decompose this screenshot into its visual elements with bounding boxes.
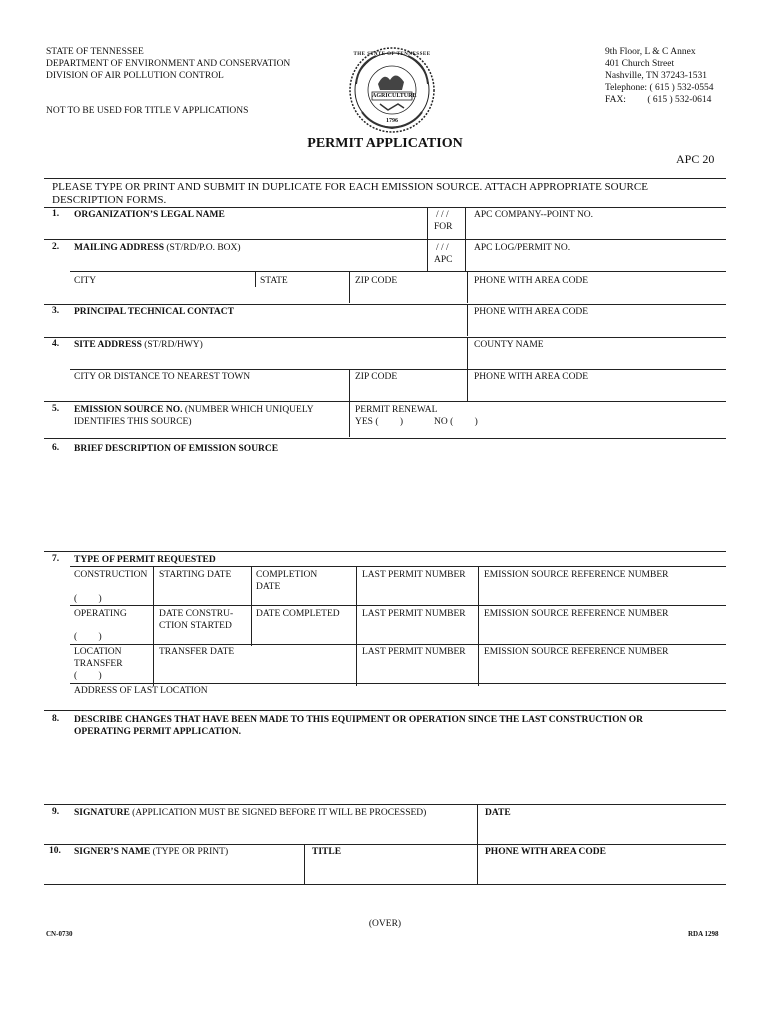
form-number: CN-0730 [46, 930, 73, 938]
form-code: APC 20 [676, 152, 715, 166]
signer-name-field[interactable] [70, 860, 302, 882]
county-name-label: COUNTY NAME [474, 340, 544, 350]
for-apc-marker: / / / [436, 243, 449, 253]
completion-date-line: COMPLETION [256, 570, 318, 580]
last-permit-number-label: LAST PERMIT NUMBER [362, 570, 466, 580]
signer-name-hint: (TYPE OR PRINT) [150, 847, 229, 857]
date-field[interactable] [480, 820, 724, 842]
site-zip-label: ZIP CODE [355, 372, 398, 382]
site-zip-field[interactable] [352, 384, 464, 398]
state-seal [348, 46, 436, 134]
emission-reference-label: EMISSION SOURCE REFERENCE NUMBER [484, 570, 669, 580]
mailing-address-label-text: MAILING ADDRESS [74, 243, 165, 253]
emission-description-label: BRIEF DESCRIPTION OF EMISSION SOURCE [74, 444, 279, 454]
agency-line: DEPARTMENT OF ENVIRONMENT AND CONSERVATION [46, 59, 291, 69]
site-address-hint: (ST/RD/HWY) [141, 340, 203, 350]
emission-reference-label: EMISSION SOURCE REFERENCE NUMBER [484, 647, 669, 657]
seal-top-text: THE STATE OF TENNESSEE [353, 52, 431, 57]
section-number: 1. [52, 209, 60, 219]
signer-name-label [74, 846, 228, 858]
signer-phone-field[interactable] [480, 860, 724, 882]
changes-description-label [74, 714, 643, 738]
phone-label: PHONE WITH AREA CODE [474, 276, 589, 286]
org-legal-name-label: ORGANIZATION’S LEGAL NAME [74, 210, 225, 220]
renewal-yes-option[interactable]: YES ( ) [355, 417, 404, 427]
signer-name-label-text: SIGNER’S NAME [74, 847, 151, 857]
title-v-note: NOT TO BE USED FOR TITLE V APPLICATIONS [46, 106, 249, 116]
section-number: 10. [49, 846, 61, 856]
operating-option-label: OPERATING [74, 609, 127, 619]
construction-option-label: CONSTRUCTION [74, 570, 148, 580]
county-name-field[interactable] [470, 352, 724, 368]
section-number: 4. [52, 339, 60, 349]
last-permit-number-label: LAST PERMIT NUMBER [362, 609, 466, 619]
address-line: Nashville, TN 37243-1531 [605, 71, 707, 81]
zip-code-field[interactable] [352, 288, 464, 302]
location-transfer-line: LOCATION [74, 647, 122, 657]
last-permit-number-label: LAST PERMIT NUMBER [362, 647, 466, 657]
address-line: FAX: ( 615 ) 532-0614 [605, 95, 712, 105]
office-address [605, 46, 714, 106]
technical-contact-label: PRINCIPAL TECHNICAL CONTACT [74, 307, 234, 317]
transfer-date-label: TRANSFER DATE [159, 647, 235, 657]
instructions-line: PLEASE TYPE OR PRINT AND SUBMIT IN DUPLICATE FOR EACH EMISSION SOURCE. ATTACH APPROPRIATE SOURCE [52, 181, 648, 193]
address-line: 9th Floor, L & C Annex [605, 47, 696, 57]
for-apc-marker: APC [434, 255, 453, 265]
date-completed-label: DATE COMPLETED [256, 609, 340, 619]
changes-description-field[interactable] [70, 742, 724, 802]
contact-phone-field[interactable] [470, 320, 724, 336]
emission-source-no-label [74, 404, 314, 416]
address-line: 401 Church Street [605, 59, 675, 69]
site-address-label-text: SITE ADDRESS [74, 340, 142, 350]
contact-phone-label: PHONE WITH AREA CODE [474, 307, 589, 317]
last-location-field[interactable] [70, 696, 724, 708]
technical-contact-field[interactable] [70, 320, 464, 336]
apc-company-point-label: APC COMPANY--POINT NO. [474, 210, 594, 220]
emission-source-no-field[interactable] [70, 428, 346, 438]
state-field[interactable] [258, 288, 348, 302]
emission-reference-label: EMISSION SOURCE REFERENCE NUMBER [484, 609, 669, 619]
signer-phone-label: PHONE WITH AREA CODE [485, 847, 606, 857]
completion-date-line: DATE [256, 582, 281, 592]
org-legal-name-field[interactable] [70, 222, 426, 238]
changes-description-line: OPERATING PERMIT APPLICATION. [74, 727, 242, 737]
permit-type-label: TYPE OF PERMIT REQUESTED [74, 555, 216, 565]
seal-year-text: 1796 [386, 118, 398, 124]
operating-checkbox[interactable]: ( ) [74, 632, 102, 642]
state-label: STATE [260, 276, 288, 286]
emission-source-no-hint: IDENTIFIES THIS SOURCE) [74, 417, 192, 427]
apc-company-point-field[interactable] [470, 222, 724, 238]
city-distance-label: CITY OR DISTANCE TO NEAREST TOWN [74, 372, 251, 382]
last-location-label: ADDRESS OF LAST LOCATION [74, 686, 208, 696]
section-number: 5. [52, 404, 60, 414]
location-transfer-line: TRANSFER [74, 659, 123, 669]
section-number: 6. [52, 443, 60, 453]
agency-line: DIVISION OF AIR POLLUTION CONTROL [46, 71, 224, 81]
site-phone-field[interactable] [470, 384, 724, 398]
emission-source-no-hint: (NUMBER WHICH UNIQUELY [182, 405, 314, 415]
section-number: 3. [52, 306, 60, 316]
location-transfer-checkbox[interactable]: ( ) [74, 671, 102, 681]
date-construction-line: CTION STARTED [159, 621, 232, 631]
site-phone-label: PHONE WITH AREA CODE [474, 372, 589, 382]
site-address-field[interactable] [70, 352, 464, 368]
section-number: 2. [52, 242, 60, 252]
seal-middle-text: AGRICULTURE [372, 93, 417, 99]
city-label: CITY [74, 276, 97, 286]
mailing-address-field[interactable] [70, 255, 426, 271]
zip-code-label: ZIP CODE [355, 276, 398, 286]
changes-description-line: DESCRIBE CHANGES THAT HAVE BEEN MADE TO THIS EQUIPMENT OR OPERATION SINCE THE LAST CONSTRUCTION OR [74, 715, 643, 725]
emission-description-field[interactable] [70, 458, 724, 550]
for-apc-marker: FOR [434, 222, 453, 232]
agency-line: STATE OF TENNESSEE [46, 47, 144, 57]
title-field[interactable] [308, 860, 474, 882]
emission-source-no-label-text: EMISSION SOURCE NO. [74, 405, 183, 415]
signature-label-text: SIGNATURE [74, 808, 130, 818]
signature-hint: (APPLICATION MUST BE SIGNED BEFORE IT WILL BE PROCESSED) [129, 808, 427, 818]
instructions [52, 181, 648, 207]
agency-block [46, 46, 290, 82]
location-transfer-option-label [74, 646, 123, 670]
completion-date-label [256, 569, 317, 593]
renewal-no-option[interactable]: NO ( ) [434, 417, 478, 427]
signature-field[interactable] [70, 820, 474, 842]
date-label: DATE [485, 808, 511, 818]
address-line: Telephone: ( 615 ) 532-0554 [605, 83, 714, 93]
instructions-line: DESCRIPTION FORMS. [52, 194, 167, 206]
phone-field[interactable] [470, 288, 724, 302]
over-note: (OVER) [368, 919, 402, 929]
construction-checkbox[interactable]: ( ) [74, 594, 102, 604]
starting-date-label: STARTING DATE [159, 570, 232, 580]
date-construction-started-label [159, 608, 233, 632]
permit-renewal-label: PERMIT RENEWAL [355, 405, 438, 415]
title-label: TITLE [312, 847, 342, 857]
date-construction-line: DATE CONSTRU- [159, 609, 234, 619]
mailing-address-label [74, 242, 241, 254]
city-field[interactable] [70, 288, 254, 302]
mailing-address-hint: (ST/RD/P.O. BOX) [164, 243, 241, 253]
form-title: PERMIT APPLICATION [307, 136, 463, 151]
site-address-label [74, 339, 203, 351]
signature-label [74, 807, 426, 819]
for-apc-marker: / / / [436, 210, 449, 220]
section-number: 8. [52, 714, 60, 724]
section-number: 9. [52, 807, 60, 817]
city-distance-field[interactable] [70, 384, 346, 398]
rda-number: RDA 1298 [688, 930, 719, 938]
section-number: 7. [52, 554, 60, 564]
apc-log-permit-field[interactable] [470, 255, 724, 271]
apc-log-permit-label: APC LOG/PERMIT NO. [474, 243, 571, 253]
